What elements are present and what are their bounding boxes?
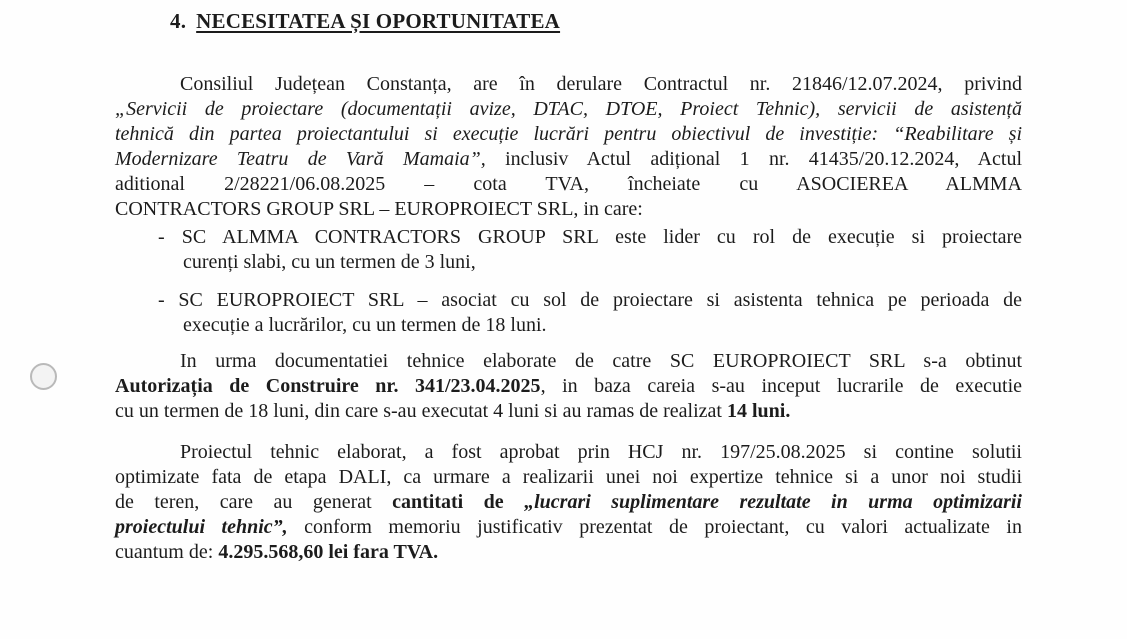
building-permit-bold: Autorizația de Construire nr. 341/23.04.2025 bbox=[115, 375, 541, 397]
project-name-italic: Modernizare Teatru de Vară Mamaia”, bbox=[115, 148, 486, 170]
bullet-2-line-2: execuție a lucrărilor, cu un termen de 18 luni. bbox=[183, 314, 547, 336]
section-number: 4. bbox=[170, 9, 187, 33]
permit-followup-text: , in baza careia s-au inceput lucrarile de executie bbox=[540, 375, 1023, 397]
paragraph-1-line-4 bbox=[115, 147, 1022, 171]
paragraph-2-line-1: In urma documentatiei tehnice elaborate de catre SC EUROPROIECT SRL s-a obtinut bbox=[180, 350, 1022, 372]
bullet-1-line-2: curenți slabi, cu un termen de 3 luni, bbox=[183, 251, 476, 273]
punch-hole-mark bbox=[30, 363, 57, 390]
paragraph-3-line-1: Proiectul tehnic elaborat, a fost aprobat prin HCJ nr. 197/25.08.2025 si contine solutii bbox=[180, 441, 1022, 463]
addendum-text: inclusiv Actul adițional 1 nr. 41435/20.12.2024, Actul bbox=[485, 148, 1022, 170]
remaining-months-bold: 14 luni. bbox=[726, 400, 791, 422]
quantities-bold: cantitati de bbox=[392, 491, 525, 513]
contract-object-italic-cont: tehnică din partea proiectantului si execuție lucrări pentru obiectivul de investiție: “Reabilitare și bbox=[115, 123, 1022, 145]
paragraph-1-line-5: aditional 2/28221/06.08.2025 – cota TVA, încheiate cu ASOCIEREA ALMMA bbox=[115, 173, 1022, 195]
paragraph-3-line-2: optimizate fata de etapa DALI, ca urmare a realizarii unei noi expertize tehnice si a unor noi studii bbox=[115, 466, 1022, 488]
supplementary-works-bold-italic: „lucrari suplimentare rezultate in urma optimizarii bbox=[524, 491, 1022, 513]
bullet-2-line-1: - SC EUROPROIECT SRL – asociat cu sol de proiectare si asistenta tehnica pe perioada de bbox=[158, 289, 1022, 311]
bullet-1-line-1: - SC ALMMA CONTRACTORS GROUP SRL este lider cu rol de execuție si proiectare bbox=[158, 226, 1022, 248]
amount-value-bold: 4.295.568,60 lei fara TVA. bbox=[218, 541, 439, 563]
paragraph-1-line-1: Consiliul Județean Constanța, are în derulare Contractul nr. 21846/12.07.2024, privind bbox=[180, 73, 1022, 95]
contract-object-italic: „Servicii de proiectare (documentații avize, DTAC, DTOE, Proiect Tehnic), servicii de asistență bbox=[115, 98, 1022, 120]
paragraph-3-line-4 bbox=[115, 515, 1022, 539]
paragraph-3-line-3 bbox=[115, 490, 1022, 514]
generated-text: de teren, care au generat bbox=[115, 491, 393, 513]
paragraph-1-line-6: CONTRACTORS GROUP SRL – EUROPROIECT SRL, in care: bbox=[115, 198, 643, 220]
memoriu-text: conform memoriu justificativ prezentat de proiectant, cu valori actualizate in bbox=[287, 516, 1022, 538]
section-title: NECESITATEA ȘI OPORTUNITATEA bbox=[196, 9, 561, 33]
paragraph-2-line-3 bbox=[115, 399, 1022, 423]
section-heading bbox=[170, 9, 560, 34]
remaining-term-text: cu un termen de 18 luni, din care s-au executat 4 luni si au ramas de realizat bbox=[115, 400, 727, 422]
technical-project-bold-italic: proiectului tehnic”, bbox=[115, 516, 288, 538]
amount-label: cuantum de: bbox=[115, 541, 219, 563]
paragraph-3-line-5 bbox=[115, 540, 1022, 564]
paragraph-1-line-2 bbox=[115, 97, 1022, 121]
paragraph-1-line-3 bbox=[115, 122, 1022, 146]
paragraph-2-line-2 bbox=[115, 374, 1022, 398]
